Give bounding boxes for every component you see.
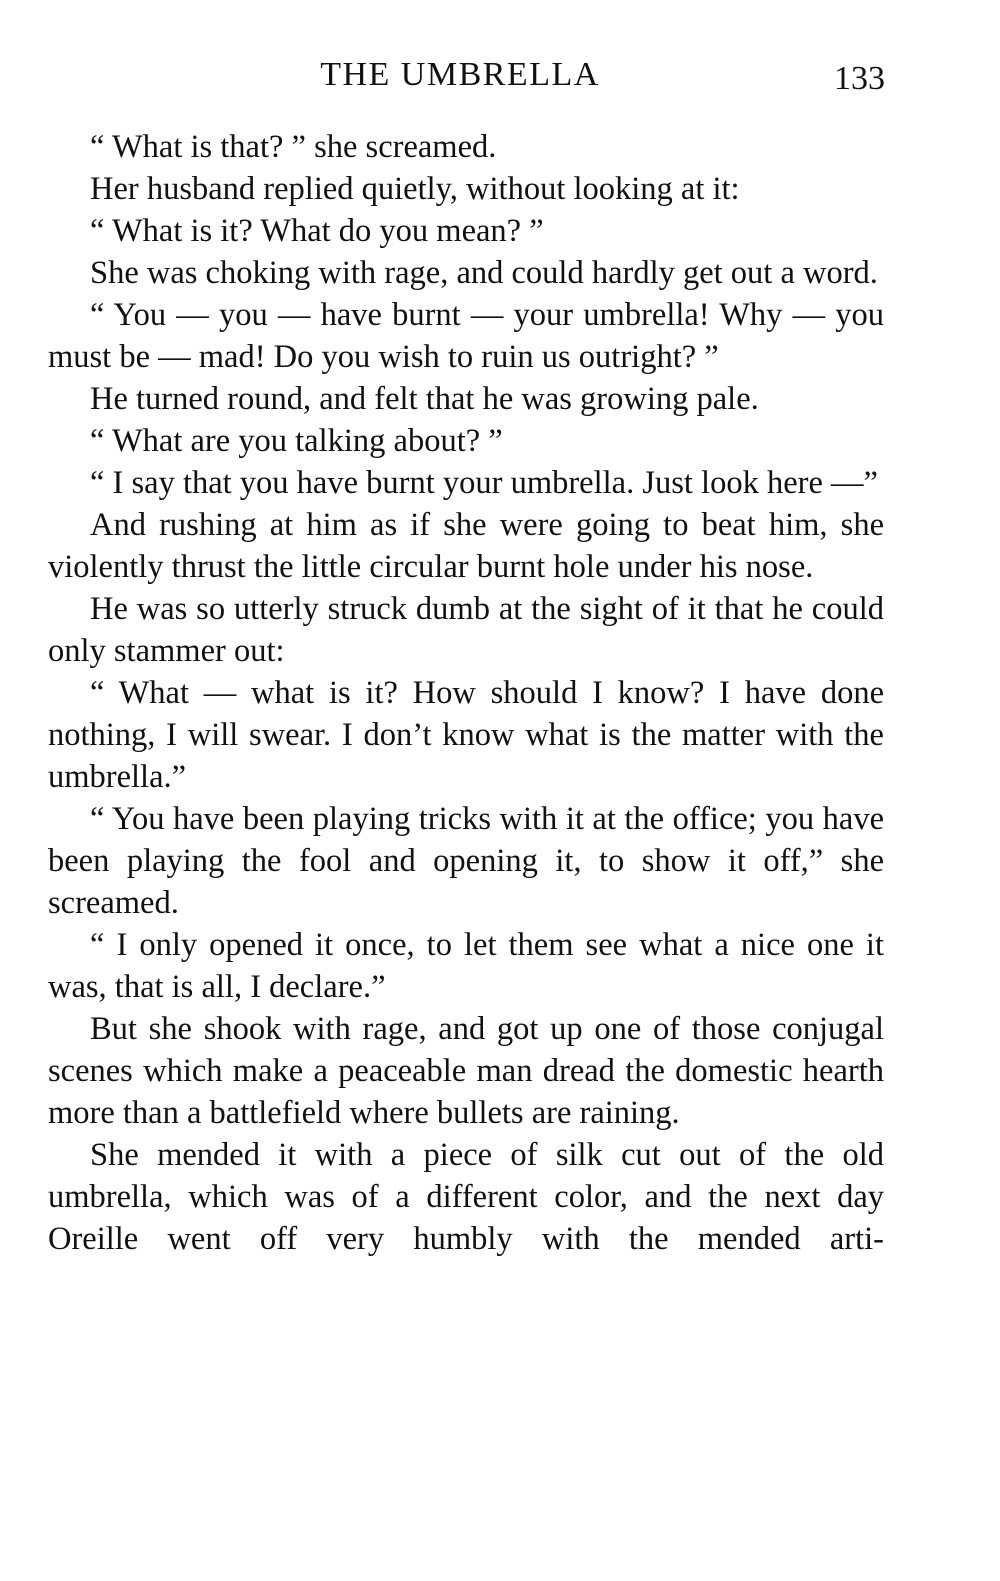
running-title: THE UMBRELLA <box>320 56 600 93</box>
paragraph: But she shook with rage, and got up one of those conjugal scenes which make a peaceable man dread the domestic hearth more than a battlefield where bullets are raining. <box>48 1011 884 1131</box>
body-text <box>48 126 884 1260</box>
running-head <box>0 50 1000 100</box>
paragraph: And rushing at him as if she were going to beat him, she violently thrust the little circular burnt hole under his nose. <box>48 507 884 585</box>
paragraph: Her husband replied quietly, without looking at it: <box>90 171 740 207</box>
paragraph: “ I only opened it once, to let them see what a nice one it was, that is all, I declare.” <box>48 927 884 1005</box>
paragraph: “ What is it? What do you mean? ” <box>90 213 544 249</box>
paragraph: She was choking with rage, and could hardly get out a word. <box>90 255 878 291</box>
paragraph: “ What — what is it? How should I know? I have done nothing, I will swear. I don’t know what is the matter with the umbrella.” <box>48 675 884 795</box>
paragraph: “ What are you talking about? ” <box>90 423 503 459</box>
paragraph: He turned round, and felt that he was growing pale. <box>90 381 759 417</box>
paragraph: “ You have been playing tricks with it at the office; you have been playing the fool and opening it, to show it off,” she screamed. <box>48 801 884 921</box>
paragraph: She mended it with a piece of silk cut out of the old umbrella, which was of a different color, and the next day Oreille went off very humbly with the mended arti- <box>48 1137 884 1257</box>
paragraph: He was so utterly struck dumb at the sight of it that he could only stammer out: <box>48 591 884 669</box>
paragraph: “ What is that? ” she screamed. <box>90 129 497 165</box>
paragraph: “ You — you — have burnt — your umbrella! Why — you must be — mad! Do you wish to ruin us outright? ” <box>48 297 884 375</box>
page-number: 133 <box>834 60 885 97</box>
paragraph: “ I say that you have burnt your umbrella. Just look here —” <box>90 465 878 501</box>
